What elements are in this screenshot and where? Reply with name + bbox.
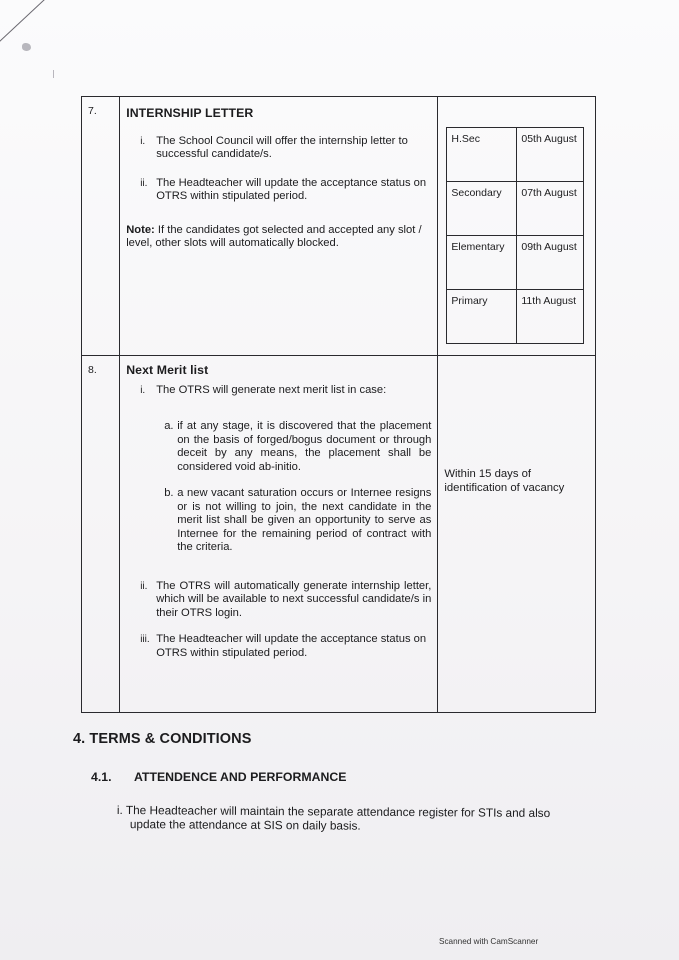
list-marker: i. [140, 384, 146, 396]
row-schedule-cell [438, 97, 596, 356]
list-text: The School Council will offer the internship letter to successful candidate/s. [156, 134, 408, 160]
row-content [120, 356, 438, 713]
section-heading-terms: 4. TERMS & CONDITIONS [73, 731, 252, 747]
schedule-level: Secondary [447, 182, 517, 236]
list-text: The OTRS will automatically generate internship letter, which will be available to next successful candidate/s in their OTRS login. [156, 579, 432, 619]
schedule-level: Elementary [447, 236, 517, 290]
schedule-table [446, 127, 584, 344]
row-number: 7. [82, 97, 120, 356]
section-title-next-merit-list: Next Merit list [126, 363, 209, 377]
list-item [140, 135, 431, 162]
procedure-table [81, 96, 596, 713]
schedule-date: 05th August [517, 128, 584, 182]
sub-list-text: if at any stage, it is discovered that the placement on the basis of forged/bogus document or through deceit by any means, the placement shall be considered void ab-initio. [177, 420, 432, 473]
list-text: The Headteacher will update the acceptance status on OTRS within stipulated period. [156, 176, 427, 202]
note [126, 224, 431, 251]
section-title-internship-letter: INTERNSHIP LETTER [126, 106, 254, 120]
list-marker: ii. [140, 177, 148, 189]
schedule-row [447, 290, 584, 344]
sub-list-item [164, 420, 431, 474]
paragraph-line: update the attendance at SIS on daily basis. [129, 817, 361, 833]
table-row-8 [82, 356, 596, 713]
list-marker: ii. [140, 580, 148, 592]
row-number: 8. [82, 356, 120, 713]
schedule-level: H.Sec [447, 128, 517, 182]
list-item [140, 580, 431, 621]
sub-list-marker: a. [164, 420, 174, 432]
subsection-title: ATTENDENCE AND PERFORMANCE [133, 770, 347, 784]
sub-list-item [164, 487, 431, 555]
schedule-date: 11th August [517, 290, 584, 344]
schedule-row [447, 128, 584, 182]
row-content [120, 97, 438, 356]
attendance-paragraph [117, 803, 587, 834]
list-item [140, 633, 431, 660]
schedule-date: 07th August [517, 182, 584, 236]
note-text: If the candidates got selected and accepted any slot / level, other slots will automatically blocked. [126, 223, 422, 249]
schedule-row [447, 182, 584, 236]
list-text: The Headteacher will update the acceptance status on OTRS within stipulated period. [156, 633, 427, 659]
list-marker: iii. [140, 634, 150, 645]
list-item [140, 177, 431, 204]
list-text: The OTRS will generate next merit list in case: [156, 383, 387, 396]
note-label: Note: [126, 223, 155, 236]
schedule-level: Primary [447, 290, 517, 344]
list-item [140, 384, 431, 398]
table-row-7 [82, 97, 596, 356]
schedule-date: 09th August [517, 236, 584, 290]
schedule-row [447, 236, 584, 290]
sub-list-text: a new vacant saturation occurs or Internee resigns or is not willing to join, the next candidate in the merit list shall be given an opportunity to serve as Internee for the remaining period of contract with the criteria. [177, 487, 432, 553]
paragraph-line: i. The Headteacher will maintain the separate attendance register for STIs and also [116, 803, 551, 821]
subsection-heading [91, 770, 346, 784]
scan-artifact-mark [22, 43, 31, 51]
row-timeline-cell [438, 356, 596, 713]
timeline-text: Within 15 days of identification of vacancy [444, 468, 565, 494]
scanner-watermark: Scanned with CamScanner [439, 937, 539, 946]
sub-list-marker: b. [164, 487, 174, 499]
scan-artifact-tick [53, 70, 54, 78]
list-marker: i. [140, 135, 146, 147]
subsection-number: 4.1. [91, 770, 112, 784]
